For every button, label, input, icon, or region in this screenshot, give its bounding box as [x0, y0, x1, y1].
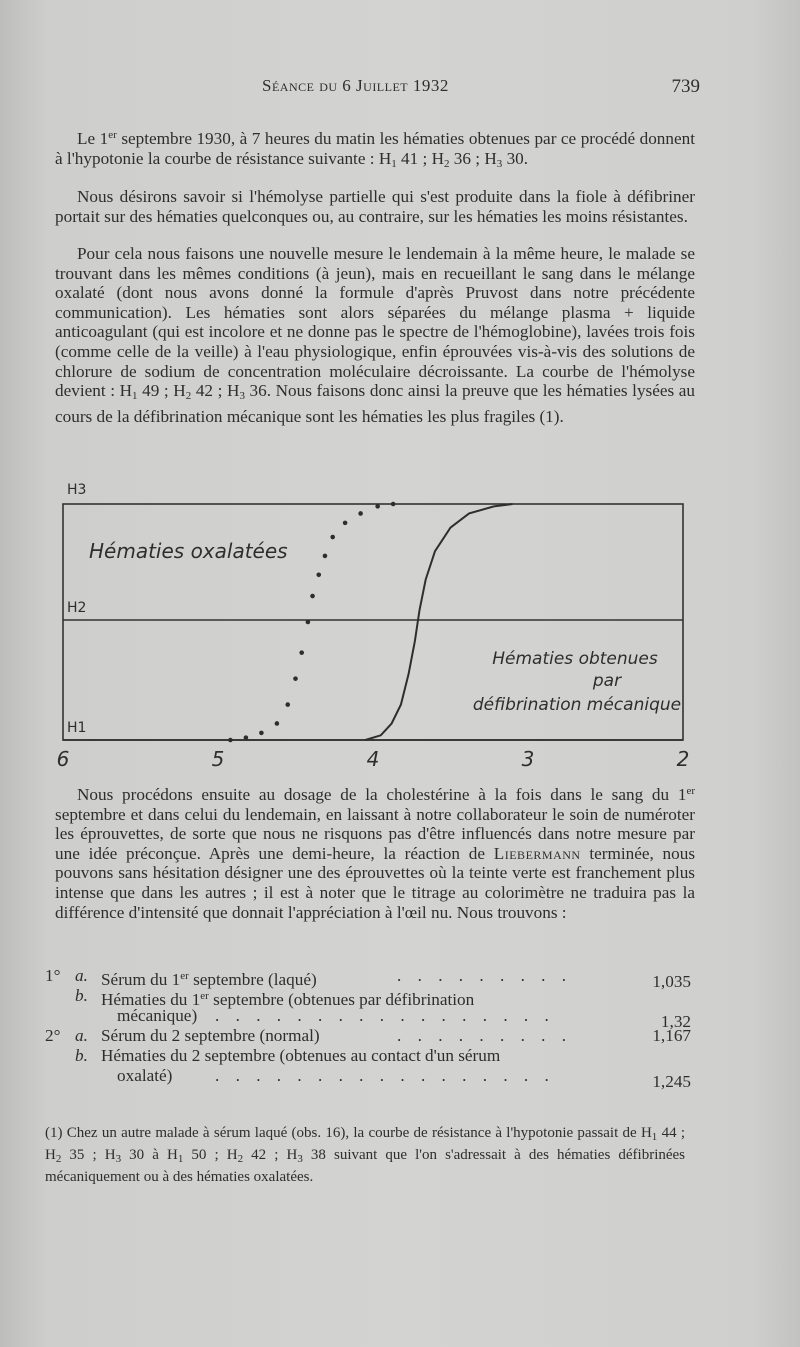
result-row: b. Hématies du 1er septembre (obtenues par défibrination [75, 986, 475, 1009]
oxalate-point [228, 738, 233, 743]
paragraph-2: Nous désirons savoir si l'hémolyse partielle qui s'est produite dans la fiole à défibriner portait sur des hématies quelconques ou, au contraire, sur les hématies les moins résistantes. [55, 187, 695, 226]
hemolysis-curve-figure [55, 474, 695, 774]
annotation-defibrination: par [592, 671, 622, 691]
oxalate-point [323, 554, 328, 559]
hemolysis-chart [55, 474, 695, 774]
oxalate-point [375, 504, 380, 509]
result-row: 2° a. Sérum du 2 septembre (normal) . . . . . . . . . 1,167 [45, 1026, 691, 1045]
oxalate-point [310, 594, 315, 599]
paragraph-3: Pour cela nous faisons une nouvelle mesure le lendemain à la même heure, le malade se trouvant dans les mêmes conditions (à jeun), mais en recueillant le sang dans le mélange oxalaté (dont nous avons donné la formule d'après Pruvost dans notre précédente communication). Les hématies sont alors séparées du mélange plasma + liquide anticoagulant (qui est incolore et ne donne pas le spectre de l'hémoglobine), lavées trois fois (comme celle de la veille) à l'eau physiologique, enfin éprouvées vis-à-vis des solutions de chlorure de sodium de concentration moléculaire décroissante. La courbe de l'hémolyse devient : $H_1$ 49 ; $H_2$ 42 ; $H_3$ 36. Nous faisons donc ainsi la preuve que les hématies lysées au cours de la défibrination mécanique sont les hématies les plus fragiles (1). [55, 244, 696, 426]
paragraph-4: Nous procédons ensuite au dosage de la cholestérine à la fois dans le sang du 1er septembre et dans celui du lendemain, en laissant à notre collaborateur le soin de numéroter les éprouvettes, de sorte que nous ne risquons pas d'être influencés dans notre mesure par une idée préconçue. Après une demi-heure, la réaction de Liebermann terminée, nous pouvons sans hésitation désigner une des éprouvettes où la teinte verte est franchement plus intense que dans les autres ; il est à noter que le titrage au colorimètre ne traduira pas la différence d'intensité que donnait l'appréciation à l'œil nu. Nous trouvons : [55, 785, 696, 922]
result-value: 1,167 [652, 1026, 691, 1045]
y-label: H3 [67, 482, 87, 498]
oxalate-point [358, 511, 363, 516]
oxalate-point [259, 731, 264, 736]
footnote: (1) Chez un autre malade à sérum laqué (obs. 16), la courbe de résistance à l'hypotonie passait de $H_1$ 44 ; $H_2$ 35 ; $H_3$ 30 à $H_1$ 50 ; $H_2$ 42 ; $H_3$ 38 suivant que l'on s'adressait à des hématies défibrinées mécaniquement ou à des hématies oxalatées. [45, 1125, 686, 1185]
result-row: oxalaté) . . . . . . . . . . . . . . . . . 1,245 [117, 1066, 691, 1091]
page-number: 739 [671, 76, 700, 97]
result-row: mécanique) . . . . . . . . . . . . . . . . . 1,32 [117, 1006, 691, 1031]
x-tick-label: 5 [211, 747, 225, 771]
running-title: Séance du 6 Juillet 1932 [262, 76, 449, 95]
oxalate-point [330, 535, 335, 540]
y-label: H1 [67, 720, 87, 736]
result-row: 1° a. Sérum du 1er septembre (laqué) . . . . . . . . . 1,035 [45, 966, 691, 991]
result-row: b. Hématies du 2 septembre (obtenues au contact d'un sérum [75, 1046, 501, 1065]
author-name: Liebermann [493, 843, 581, 863]
oxalate-point [299, 650, 304, 655]
result-value: 1,32 [660, 1012, 691, 1031]
running-header [0, 76, 800, 100]
x-tick-label: 3 [521, 747, 535, 771]
annotation-oxalate: Hématies oxalatées [89, 539, 288, 563]
oxalate-point [391, 502, 396, 507]
oxalate-point [293, 676, 298, 681]
result-value: 1,035 [652, 972, 691, 991]
x-tick-label: 6 [56, 747, 70, 771]
y-label: H2 [67, 600, 87, 616]
result-value: 1,245 [652, 1072, 691, 1091]
paragraph-1: Le 1er septembre 1930, à 7 heures du matin les hématies obtenues par ce procédé donnent à l'hypotonie la courbe de résistance suivante : $H_1$ 41 ; $H_2$ 36 ; $H_3$ 30. [55, 129, 695, 170]
oxalate-point [306, 620, 311, 625]
oxalate-point [244, 735, 249, 740]
x-tick-label: 4 [366, 747, 380, 771]
x-tick-label: 2 [676, 747, 690, 771]
results-list [45, 966, 695, 1091]
oxalate-point [343, 521, 348, 526]
oxalate-point [316, 573, 321, 578]
annotation-defibrination: Hématies obtenues [492, 649, 658, 669]
oxalate-point [275, 721, 280, 726]
annotation-defibrination: défibrination mécanique [472, 695, 682, 715]
oxalate-point [285, 702, 290, 707]
